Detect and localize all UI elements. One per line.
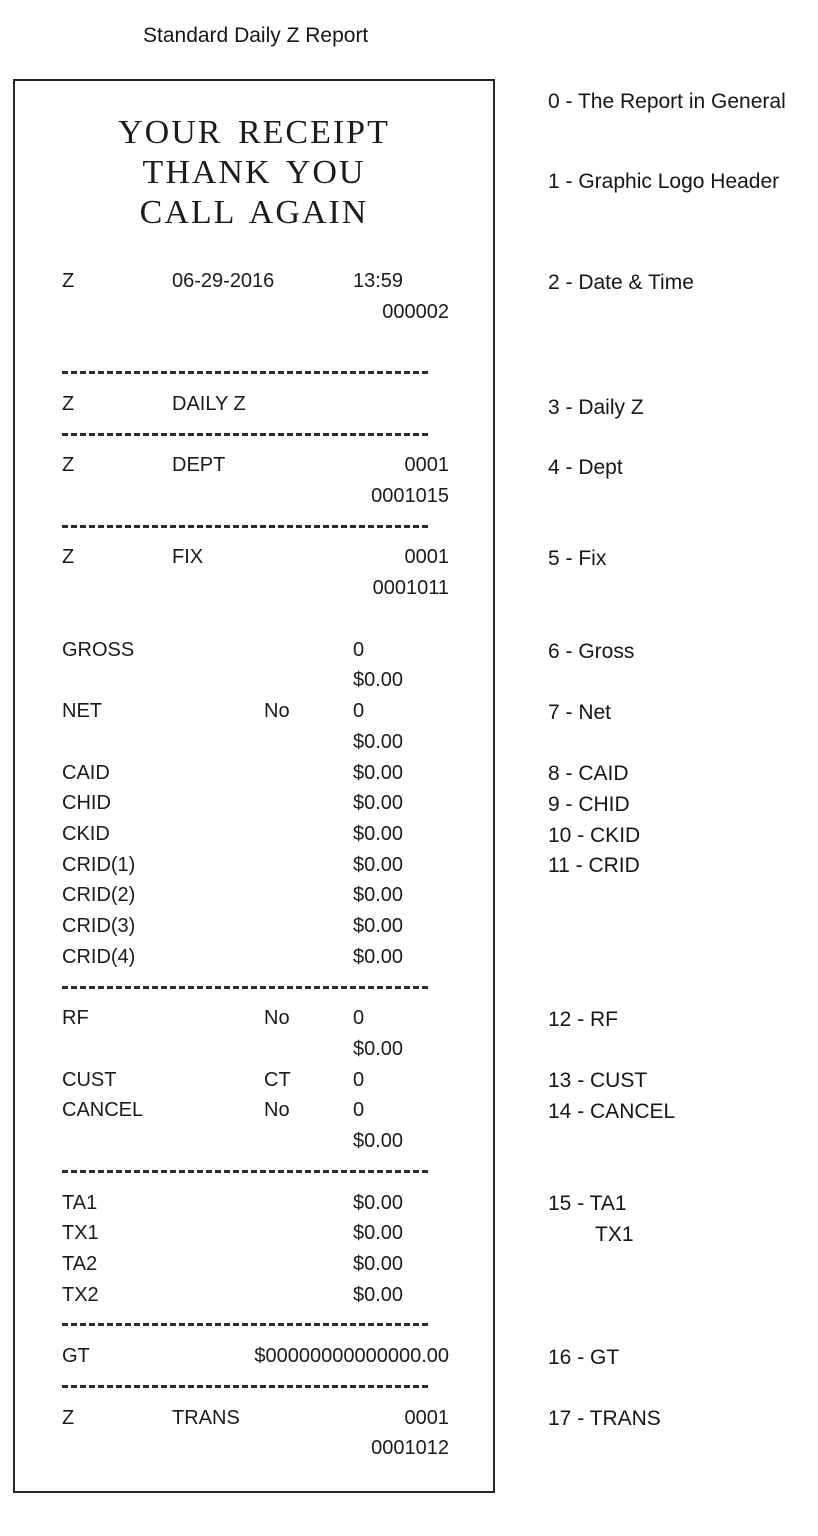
receipt-row xyxy=(15,1249,493,1280)
annotation-item: 12 - RF xyxy=(548,1008,619,1031)
receipt-row xyxy=(15,389,493,420)
receipt-col-value: $0.00 xyxy=(353,915,404,938)
receipt-col-value: $0.00 xyxy=(353,792,404,815)
receipt-row xyxy=(15,1095,493,1126)
receipt-col-value: 0 xyxy=(353,1068,365,1091)
receipt-col-value: 13:59 xyxy=(353,270,404,292)
annotation-item: 6 - Gross xyxy=(548,640,635,663)
receipt-col-sublabel: DEPT xyxy=(172,454,226,477)
receipt-blank-row xyxy=(15,327,493,358)
receipt-col-value: $0.00 xyxy=(353,761,404,784)
receipt-col-flag: CT xyxy=(264,1068,291,1091)
receipt-blank-row xyxy=(15,604,493,635)
receipt-col-value: $0.00 xyxy=(353,1191,404,1214)
receipt-col-label: CKID xyxy=(62,822,110,845)
receipt-row xyxy=(15,758,493,789)
receipt-row xyxy=(15,542,493,573)
receipt-col-label: GT xyxy=(62,1345,90,1368)
receipt-separator-row xyxy=(15,1372,493,1403)
receipt-row xyxy=(15,1280,493,1311)
receipt-col-number: 0001012 xyxy=(371,1437,449,1460)
receipt-col-value: $0.00 xyxy=(353,1130,404,1153)
dashed-separator xyxy=(62,525,430,528)
dashed-separator xyxy=(62,433,430,436)
receipt-col-value: 0 xyxy=(353,638,365,661)
receipt-row xyxy=(15,819,493,850)
receipt-row xyxy=(15,1065,493,1096)
receipt-row xyxy=(15,1003,493,1034)
annotation-item: 13 - CUST xyxy=(548,1069,648,1092)
receipt-col-label: CANCEL xyxy=(62,1099,144,1122)
logo-line-2: THANK YOU xyxy=(142,154,366,191)
receipt-row xyxy=(15,1218,493,1249)
dashed-separator xyxy=(62,1385,430,1388)
annotation-item: 1 - Graphic Logo Header xyxy=(548,170,780,193)
receipt-row xyxy=(15,1433,493,1464)
receipt-col-label: RF xyxy=(62,1007,89,1030)
receipt-col-label: CRID(2) xyxy=(62,884,136,907)
receipt-col-number: 0001011 xyxy=(372,577,449,600)
receipt-row xyxy=(15,635,493,666)
receipt-col-value: 0 xyxy=(353,700,365,723)
receipt-row xyxy=(15,1188,493,1219)
dashed-separator xyxy=(62,1323,430,1326)
annotation-item: 5 - Fix xyxy=(548,547,607,570)
receipt-col-value: $0.00 xyxy=(353,822,404,845)
receipt-col-sublabel: FIX xyxy=(172,546,204,569)
receipt-separator-row xyxy=(15,358,493,389)
receipt-row xyxy=(15,696,493,727)
receipt-col-label: Z xyxy=(62,454,75,477)
logo-line-3: CALL AGAIN xyxy=(139,194,369,231)
receipt-col-value: $0.00 xyxy=(353,1222,404,1245)
receipt-col-value: $0.00 xyxy=(353,1037,404,1060)
receipt-col-number: 000002 xyxy=(382,300,449,323)
annotation-item: 8 - CAID xyxy=(548,762,629,785)
dashed-separator xyxy=(62,1170,430,1173)
receipt-col-label: Z xyxy=(62,546,75,569)
receipt-col-flag: No xyxy=(264,1007,290,1030)
receipt-row xyxy=(15,665,493,696)
annotation-item: 10 - CKID xyxy=(548,824,641,847)
receipt-separator-row xyxy=(15,1157,493,1188)
dashed-separator xyxy=(62,986,430,989)
receipt-col-value: $0.00 xyxy=(353,853,404,876)
receipt-col-label: Z xyxy=(62,1406,75,1429)
receipt-col-number: 0001 xyxy=(404,546,449,569)
receipt-separator-row xyxy=(15,512,493,543)
receipt-col-flag: No xyxy=(264,700,290,723)
receipt-row xyxy=(15,850,493,881)
receipt-row xyxy=(15,297,493,328)
annotation-item: 3 - Daily Z xyxy=(548,396,644,419)
receipt-col-label: CHID xyxy=(62,792,111,815)
dashed-separator xyxy=(62,371,430,374)
annotation-item: 4 - Dept xyxy=(548,456,623,479)
receipt-col-label: NET xyxy=(62,700,102,723)
annotation-item: 7 - Net xyxy=(548,701,612,724)
receipt-col-number: 0001 xyxy=(404,454,449,477)
receipt xyxy=(13,79,495,1493)
receipt-col-flag: No xyxy=(264,1099,290,1122)
receipt-col-sublabel: DAILY Z xyxy=(172,392,246,415)
receipt-col-sublabel: 06-29-2016 xyxy=(172,270,275,292)
receipt-col-label: TA2 xyxy=(62,1253,98,1275)
receipt-logo-header xyxy=(15,113,493,233)
annotation-item: 17 - TRANS xyxy=(548,1407,661,1430)
receipt-row xyxy=(15,788,493,819)
receipt-col-label: CRID(1) xyxy=(62,853,136,876)
receipt-col-value: $0.00 xyxy=(353,669,404,692)
annotation-item: 9 - CHID xyxy=(548,793,630,816)
receipt-col-sublabel: TRANS xyxy=(172,1406,240,1429)
receipt-col-value: 0 xyxy=(353,1007,365,1030)
receipt-row xyxy=(15,573,493,604)
annotation-item: 14 - CANCEL xyxy=(548,1100,676,1123)
receipt-row xyxy=(15,1403,493,1434)
receipt-separator-row xyxy=(15,973,493,1004)
annotation-item: 11 - CRID xyxy=(548,854,640,877)
annotation-item: 0 - The Report in General xyxy=(548,90,786,113)
receipt-col-number: $00000000000000.00 xyxy=(254,1345,449,1368)
receipt-row xyxy=(15,1341,493,1372)
receipt-col-label: CRID(3) xyxy=(62,915,136,938)
receipt-col-label: CAID xyxy=(62,761,110,784)
receipt-row xyxy=(15,911,493,942)
page-title: Standard Daily Z Report xyxy=(143,24,369,47)
receipt-col-label: TX2 xyxy=(62,1283,99,1306)
receipt-col-number: 0001 xyxy=(404,1406,449,1429)
receipt-separator-row xyxy=(15,1310,493,1341)
receipt-col-value: $0.00 xyxy=(353,945,404,968)
receipt-row xyxy=(15,942,493,973)
receipt-row xyxy=(15,266,493,297)
receipt-col-value: $0.00 xyxy=(353,1283,404,1306)
receipt-row xyxy=(15,1034,493,1065)
receipt-rows xyxy=(15,266,493,1464)
receipt-col-number: 0001015 xyxy=(371,485,449,508)
annotation-item: 16 - GT xyxy=(548,1346,620,1369)
receipt-col-label: Z xyxy=(62,270,75,292)
receipt-col-label: CUST xyxy=(62,1068,117,1091)
receipt-col-label: TA1 xyxy=(62,1191,98,1214)
receipt-col-value: $0.00 xyxy=(353,1253,404,1275)
receipt-col-value: $0.00 xyxy=(353,884,404,907)
receipt-row xyxy=(15,727,493,758)
logo-line-1: YOUR RECEIPT xyxy=(118,114,390,151)
receipt-col-value: $0.00 xyxy=(353,730,404,753)
receipt-row xyxy=(15,450,493,481)
annotation-item: 2 - Date & Time xyxy=(548,271,694,294)
receipt-col-value: 0 xyxy=(353,1099,365,1122)
receipt-col-label: Z xyxy=(62,392,75,415)
annotation-item: 15 - TA1 xyxy=(548,1192,627,1215)
annotation-item: TX1 xyxy=(595,1223,634,1246)
receipt-separator-row xyxy=(15,420,493,451)
receipt-row xyxy=(15,1126,493,1157)
receipt-row xyxy=(15,481,493,512)
receipt-row xyxy=(15,880,493,911)
receipt-col-label: TX1 xyxy=(62,1222,99,1245)
receipt-col-label: GROSS xyxy=(62,638,135,661)
receipt-col-label: CRID(4) xyxy=(62,945,136,968)
